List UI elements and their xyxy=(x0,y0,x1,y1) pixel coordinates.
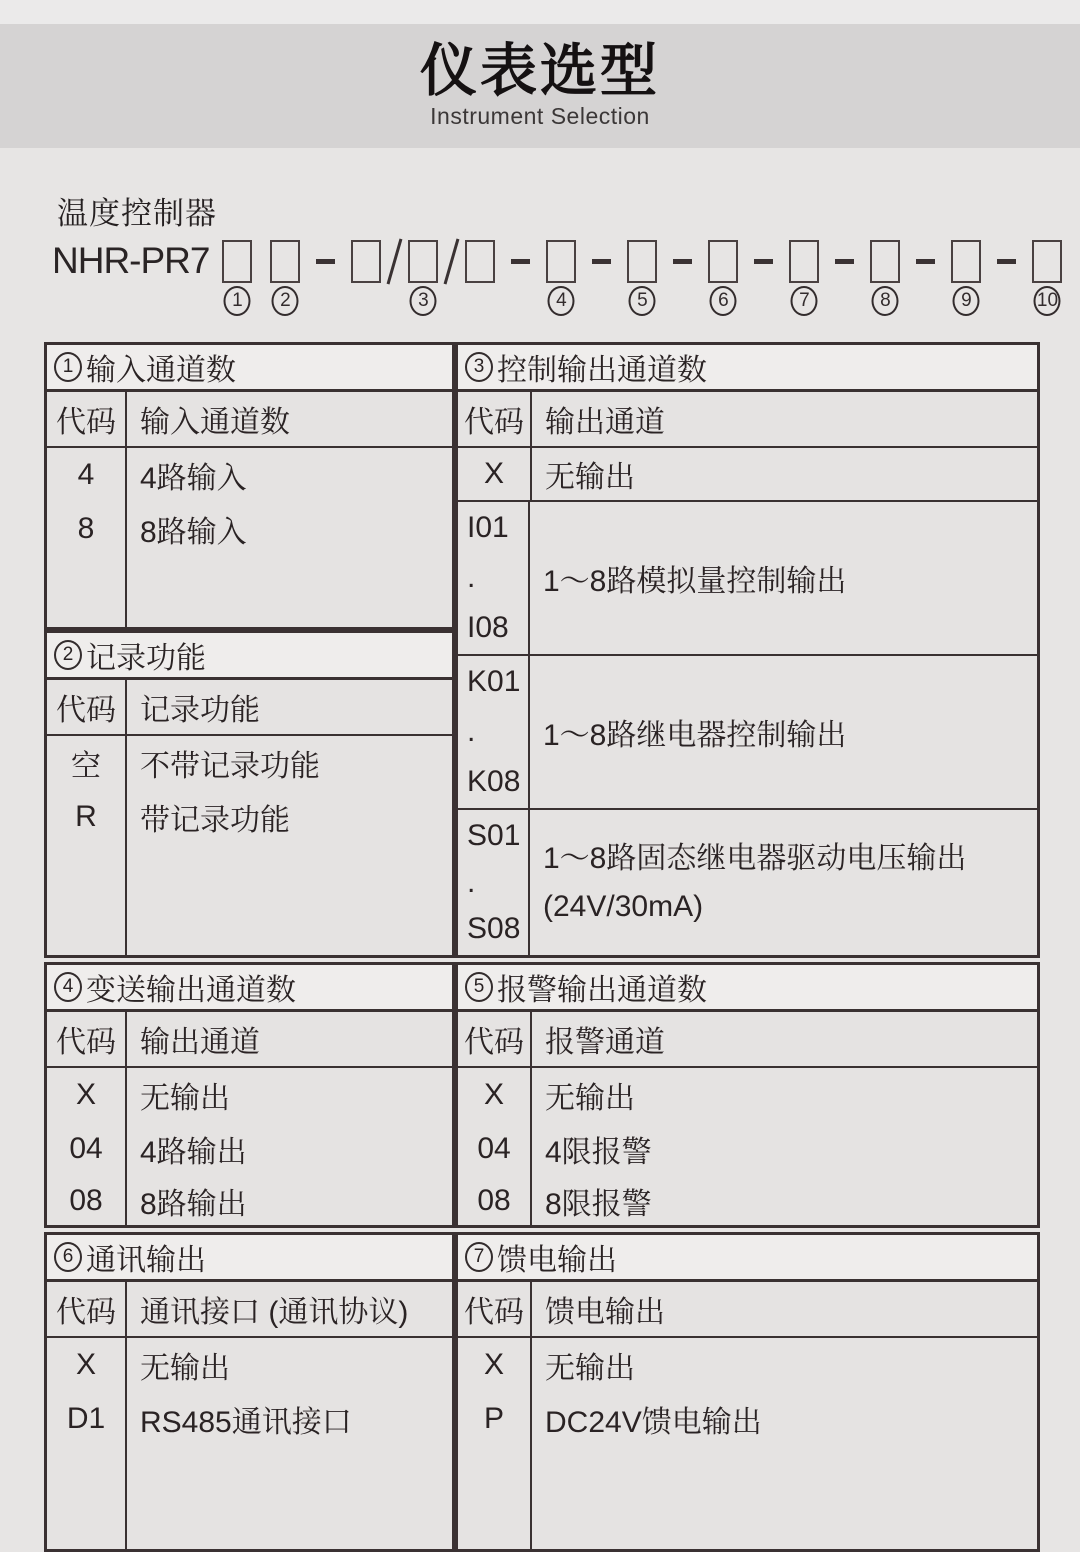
section-title-text: 报警输出通道数 xyxy=(497,974,707,1007)
table-filler-row xyxy=(47,844,452,955)
column-header-desc: 馈电输出 xyxy=(545,1296,665,1329)
table-row xyxy=(458,500,1037,654)
desc-cell: 无输出 xyxy=(140,1352,230,1385)
code-cell: 04 xyxy=(47,1122,127,1176)
column-header-desc: 通讯接口 (通讯协议) xyxy=(140,1296,409,1329)
table-row xyxy=(47,736,452,790)
code-line: . xyxy=(467,561,476,594)
column-header-code: 代码 xyxy=(47,392,127,446)
column-header-desc: 输入通道数 xyxy=(140,406,290,439)
desc-cell: 1～8路模拟量控制输出 xyxy=(543,565,847,598)
desc-cell: 无输出 xyxy=(140,1082,230,1115)
desc-cell xyxy=(530,810,1037,955)
slash-separator xyxy=(444,238,460,284)
column-header-code: 代码 xyxy=(47,1282,127,1336)
section-input-channels xyxy=(44,342,455,630)
code-cell: P xyxy=(458,1392,532,1446)
dash-separator xyxy=(916,259,935,264)
position-number-badge: 10 xyxy=(1034,286,1061,316)
table-header-row xyxy=(458,392,1037,448)
model-box-2 xyxy=(270,240,300,311)
table-header-row xyxy=(47,1012,452,1068)
position-number-badge: 6 xyxy=(710,286,737,316)
dash-separator xyxy=(997,259,1016,264)
table-row xyxy=(47,1122,452,1176)
column-header-desc: 报警通道 xyxy=(545,1026,665,1059)
dash-separator xyxy=(754,259,773,264)
section-title xyxy=(47,965,452,1012)
model-box-9 xyxy=(789,240,819,311)
code-cell: 08 xyxy=(47,1176,127,1225)
code-line: K08 xyxy=(467,765,521,798)
model-box-8 xyxy=(708,240,738,311)
table-row xyxy=(47,790,452,844)
position-number-badge: 5 xyxy=(629,286,656,316)
selection-tables xyxy=(44,342,1040,1542)
code-cell xyxy=(47,1446,127,1549)
table-header-row xyxy=(458,1282,1037,1338)
dash-separator xyxy=(511,259,530,264)
code-cell: 04 xyxy=(458,1122,532,1176)
table-filler-row xyxy=(458,1446,1037,1549)
table-row xyxy=(458,654,1037,808)
dash-separator xyxy=(316,259,335,264)
table-header-row xyxy=(47,680,452,736)
product-name: 温度控制器 xyxy=(57,196,217,231)
column-header-code: 代码 xyxy=(47,1012,127,1066)
model-box-12 xyxy=(1032,240,1062,311)
column-header-desc: 输出通道 xyxy=(140,1026,260,1059)
position-number-badge: 1 xyxy=(224,286,251,316)
desc-cell: RS485通讯接口 xyxy=(140,1406,352,1439)
section-title-text: 控制输出通道数 xyxy=(497,354,707,387)
section-control-output-channels xyxy=(455,342,1040,958)
code-cell xyxy=(47,844,127,955)
section-title-text: 馈电输出 xyxy=(497,1244,617,1277)
code-cell: 8 xyxy=(47,502,127,556)
code-cell xyxy=(458,502,530,654)
section-title-text: 记录功能 xyxy=(86,642,206,675)
table-row xyxy=(458,1176,1037,1225)
table-header-row xyxy=(458,1012,1037,1068)
section-number-badge: 1 xyxy=(54,352,82,382)
code-cell: X xyxy=(458,448,532,500)
section-number-badge: 7 xyxy=(465,1242,493,1272)
model-box-3 xyxy=(351,240,381,283)
model-box-5 xyxy=(465,240,495,283)
code-cell: X xyxy=(458,1068,532,1122)
table-row xyxy=(458,1338,1037,1392)
section-number-badge: 5 xyxy=(465,972,493,1002)
column-header-desc: 记录功能 xyxy=(140,694,260,727)
section-title xyxy=(47,345,452,392)
position-number-badge: 7 xyxy=(791,286,818,316)
desc-cell: 4路输入 xyxy=(140,462,247,495)
column-header-code: 代码 xyxy=(458,1012,532,1066)
section-title xyxy=(458,1235,1037,1282)
code-cell: 4 xyxy=(47,448,127,502)
desc-cell: 带记录功能 xyxy=(140,804,290,837)
code-cell: X xyxy=(47,1068,127,1122)
table-row xyxy=(47,1068,452,1122)
table-row xyxy=(47,448,452,502)
desc-cell: 无输出 xyxy=(545,461,635,494)
section-record-function xyxy=(44,630,455,958)
table-filler-row xyxy=(47,556,452,627)
model-box-6 xyxy=(546,240,576,311)
desc-cell: 4限报警 xyxy=(545,1136,652,1169)
code-line: . xyxy=(467,865,476,899)
model-box-7 xyxy=(627,240,657,311)
model-box-1 xyxy=(222,240,252,311)
section-title-text: 输入通道数 xyxy=(86,354,236,387)
code-cell: X xyxy=(47,1338,127,1392)
section-number-badge: 3 xyxy=(465,352,493,382)
table-row xyxy=(458,1392,1037,1446)
position-number-badge: 2 xyxy=(272,286,299,316)
table-row xyxy=(47,1338,452,1392)
desc-cell xyxy=(127,844,452,955)
code-cell: 空 xyxy=(47,736,127,790)
column-header-code: 代码 xyxy=(458,392,532,446)
desc-line: 1～8路固态继电器驱动电压输出 xyxy=(543,841,967,875)
section-title xyxy=(458,965,1037,1012)
code-line: K01 xyxy=(467,665,521,698)
desc-cell xyxy=(127,1446,452,1549)
position-number-badge: 8 xyxy=(872,286,899,316)
desc-cell: 8路输入 xyxy=(140,516,247,549)
code-cell xyxy=(458,1446,532,1549)
code-cell: R xyxy=(47,790,127,844)
model-box-11 xyxy=(951,240,981,311)
model-box-10 xyxy=(870,240,900,311)
page-header-band xyxy=(0,24,1080,148)
section-transmit-output-channels xyxy=(44,962,455,1228)
table-row xyxy=(458,448,1037,500)
top-strip xyxy=(0,0,1080,24)
code-cell xyxy=(47,556,127,627)
position-number-badge: 9 xyxy=(953,286,980,316)
desc-cell: 8限报警 xyxy=(545,1187,652,1221)
code-cell: 08 xyxy=(458,1176,532,1225)
dash-separator xyxy=(592,259,611,264)
desc-cell: DC24V馈电输出 xyxy=(545,1406,762,1439)
table-filler-row xyxy=(47,1446,452,1549)
page-title: 仪表选型 xyxy=(420,39,660,104)
section-number-badge: 6 xyxy=(54,1242,82,1272)
section-title xyxy=(47,1235,452,1282)
table-header-row xyxy=(47,1282,452,1338)
desc-cell: 4路输出 xyxy=(140,1136,247,1169)
section-communication-output xyxy=(44,1232,455,1552)
code-line: S08 xyxy=(467,912,521,945)
section-alarm-output-channels xyxy=(455,962,1040,1228)
dash-separator xyxy=(835,259,854,264)
section-number-badge: 2 xyxy=(54,640,82,670)
table-header-row xyxy=(47,392,452,448)
position-number-badge: 4 xyxy=(548,286,575,316)
desc-cell xyxy=(127,556,452,627)
section-title xyxy=(47,633,452,680)
desc-cell: 无输出 xyxy=(545,1352,635,1385)
column-header-desc: 输出通道 xyxy=(545,406,665,439)
section-number-badge: 4 xyxy=(54,972,82,1002)
table-row xyxy=(47,1176,452,1225)
desc-cell: 不带记录功能 xyxy=(140,750,320,783)
column-header-code: 代码 xyxy=(47,680,127,734)
column-header-code: 代码 xyxy=(458,1282,532,1336)
desc-line: (24V/30mA) xyxy=(543,889,704,923)
code-line: S01 xyxy=(467,819,521,852)
section-title xyxy=(458,345,1037,392)
desc-cell: 无输出 xyxy=(545,1082,635,1115)
code-line: I01 xyxy=(467,511,509,544)
section-title-text: 通讯输出 xyxy=(86,1244,206,1277)
table-row xyxy=(458,808,1037,955)
desc-cell: 1～8路继电器控制输出 xyxy=(543,719,847,752)
model-prefix: NHR-PR7 xyxy=(52,240,210,281)
code-cell: D1 xyxy=(47,1392,127,1446)
section-title-text: 变送输出通道数 xyxy=(86,974,296,1007)
desc-cell xyxy=(532,1446,1037,1549)
table-row xyxy=(47,1392,452,1446)
code-line: . xyxy=(467,715,476,748)
table-row xyxy=(47,502,452,556)
position-number-badge: 3 xyxy=(410,286,437,316)
table-row xyxy=(458,1068,1037,1122)
model-box-4 xyxy=(408,240,438,311)
code-cell xyxy=(458,656,530,808)
slash-separator xyxy=(387,238,403,284)
section-feed-power-output xyxy=(455,1232,1040,1552)
desc-cell: 8路输出 xyxy=(140,1187,247,1221)
page-subtitle: Instrument Selection xyxy=(430,102,650,129)
code-line: I08 xyxy=(467,611,509,644)
code-cell: X xyxy=(458,1338,532,1392)
table-row xyxy=(458,1122,1037,1176)
code-cell xyxy=(458,810,530,955)
dash-separator xyxy=(673,259,692,264)
model-code-line xyxy=(52,237,1071,311)
